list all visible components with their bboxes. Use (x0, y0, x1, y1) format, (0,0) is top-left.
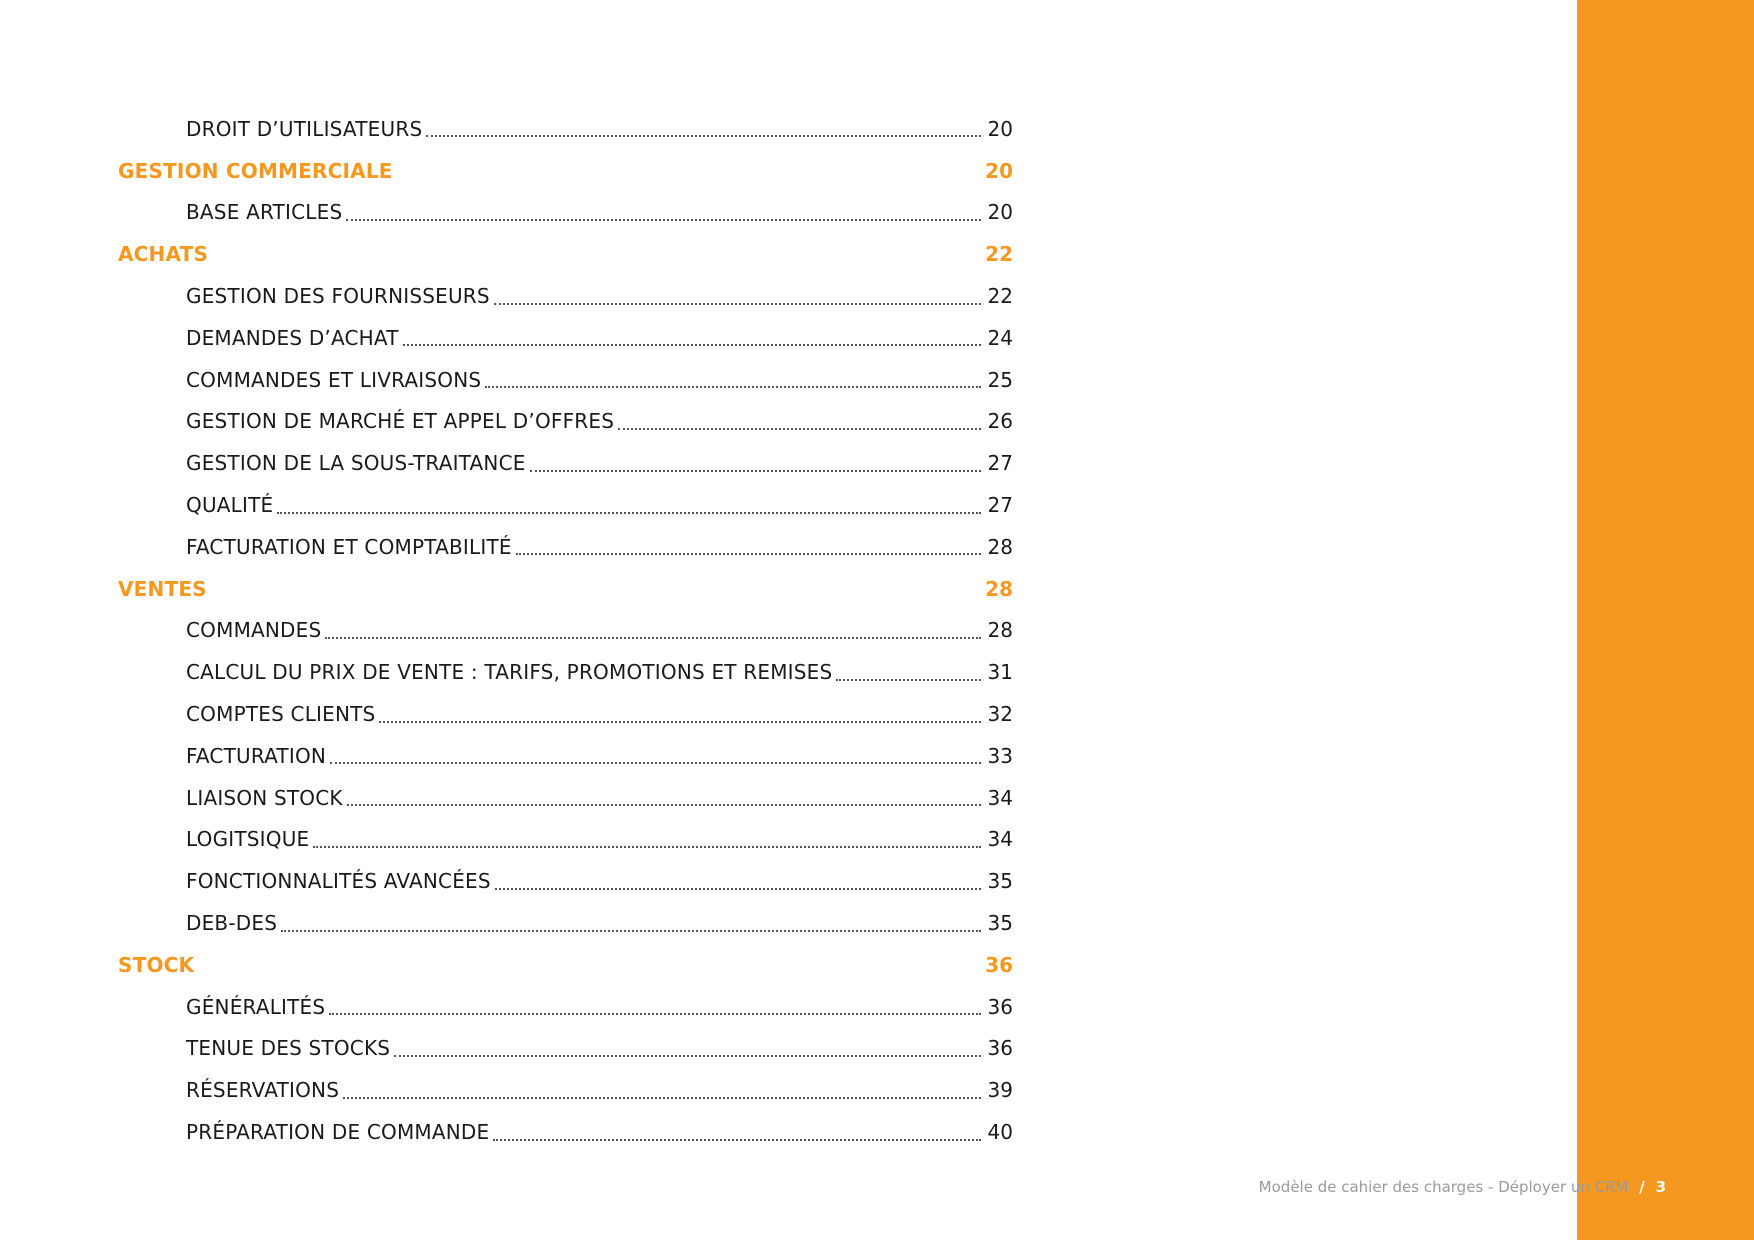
toc-entry[interactable] (118, 735, 1013, 777)
toc-page-number: 28 (987, 618, 1013, 643)
toc-page-number: 36 (987, 994, 1013, 1019)
toc-page-number: 20 (987, 200, 1013, 225)
toc-entry[interactable] (118, 777, 1013, 819)
toc-entry-title: DEB-DES (186, 911, 278, 936)
toc-dot-leader (618, 427, 981, 430)
toc-entry-title: PRÉPARATION DE COMMANDE (186, 1120, 490, 1145)
toc-entry[interactable] (118, 484, 1013, 526)
toc-dot-leader (277, 511, 981, 514)
toc-entry-title: GESTION DE MARCHÉ ET APPEL D’OFFRES (186, 409, 615, 434)
toc-page-number: 27 (987, 493, 1013, 518)
toc-dot-leader (281, 929, 981, 932)
toc-dot-leader (495, 887, 981, 890)
toc-entry[interactable] (118, 860, 1013, 902)
toc-page-number: 20 (985, 158, 1013, 183)
toc-entry[interactable] (118, 819, 1013, 861)
orange-side-band (1577, 0, 1754, 1240)
toc-entry-title: BASE ARTICLES (186, 200, 343, 225)
toc-entry-title: DEMANDES D’ACHAT (186, 325, 399, 350)
toc-section-title: STOCK (118, 952, 195, 977)
toc-page-number: 39 (987, 1078, 1013, 1103)
toc-section[interactable] (118, 944, 1013, 986)
toc-dot-leader (330, 761, 981, 764)
toc-page-number: 34 (987, 827, 1013, 852)
toc-entry[interactable] (118, 442, 1013, 484)
toc-page-number: 27 (987, 451, 1013, 476)
footer-separator: / (1639, 1178, 1645, 1196)
toc-dot-leader (346, 218, 981, 221)
toc-dot-leader (329, 1012, 981, 1015)
toc-entry[interactable] (118, 986, 1013, 1028)
page-footer (1259, 1178, 1666, 1196)
toc-entry[interactable] (118, 1028, 1013, 1070)
toc-page-number: 34 (987, 785, 1013, 810)
toc-entry[interactable] (118, 108, 1013, 150)
toc-entry[interactable] (118, 902, 1013, 944)
toc-dot-leader (493, 1138, 981, 1141)
toc-page-number: 28 (985, 576, 1013, 601)
toc-entry-title: LOGITSIQUE (186, 827, 310, 852)
toc-page-number: 32 (987, 702, 1013, 727)
toc-entry[interactable] (118, 359, 1013, 401)
toc-dot-leader (313, 845, 981, 848)
toc-page-number: 26 (987, 409, 1013, 434)
toc-dot-leader (394, 1054, 981, 1057)
toc-dot-leader (347, 803, 981, 806)
toc-entry[interactable] (118, 192, 1013, 234)
toc-section[interactable] (118, 568, 1013, 610)
toc-entry-title: COMMANDES (186, 618, 322, 643)
toc-page-number: 36 (987, 1036, 1013, 1061)
toc-page-number: 24 (987, 325, 1013, 350)
toc-entry-title: TENUE DES STOCKS (186, 1036, 391, 1061)
toc-section[interactable] (118, 233, 1013, 275)
toc-entry-title: FONCTIONNALITÉS AVANCÉES (186, 869, 491, 894)
toc-page-number: 22 (987, 284, 1013, 309)
toc-entry[interactable] (118, 1111, 1013, 1153)
toc-page-number: 25 (987, 367, 1013, 392)
toc-entry[interactable] (118, 526, 1013, 568)
toc-entry-title: GESTION DES FOURNISSEURS (186, 284, 490, 309)
toc-dot-leader (516, 552, 981, 555)
toc-entry-title: GESTION DE LA SOUS-TRAITANCE (186, 451, 526, 476)
toc-page-number: 36 (985, 952, 1013, 977)
toc-section[interactable] (118, 150, 1013, 192)
toc-page-number: 20 (987, 116, 1013, 141)
toc-entry[interactable] (118, 401, 1013, 443)
toc-entry-title: DROIT D’UTILISATEURS (186, 116, 423, 141)
toc-dot-leader (494, 302, 981, 305)
toc-section-title: VENTES (118, 576, 207, 601)
toc-entry[interactable] (118, 651, 1013, 693)
toc-page-number: 35 (987, 869, 1013, 894)
toc-dot-leader (343, 1096, 981, 1099)
toc-entry[interactable] (118, 1069, 1013, 1111)
toc-page-number: 33 (987, 743, 1013, 768)
toc-page-number: 28 (987, 534, 1013, 559)
toc-entry-title: QUALITÉ (186, 493, 274, 518)
toc-dot-leader (403, 343, 981, 346)
toc-page-number: 22 (985, 242, 1013, 267)
footer-page-number: 3 (1655, 1178, 1666, 1196)
toc-entry[interactable] (118, 610, 1013, 652)
toc-entry[interactable] (118, 317, 1013, 359)
toc-dot-leader (379, 720, 981, 723)
toc-entry[interactable] (118, 693, 1013, 735)
toc-entry-title: COMMANDES ET LIVRAISONS (186, 367, 482, 392)
toc-entry-title: RÉSERVATIONS (186, 1078, 340, 1103)
footer-title: Modèle de cahier des charges - Déployer un CRM (1258, 1178, 1629, 1196)
toc-section-title: GESTION COMMERCIALE (118, 158, 393, 183)
toc-entry-title: COMPTES CLIENTS (186, 702, 376, 727)
toc-entry-title: CALCUL DU PRIX DE VENTE : TARIFS, PROMOTIONS ET REMISES (186, 660, 833, 685)
toc-entry-title: FACTURATION (186, 743, 327, 768)
toc-dot-leader (426, 134, 981, 137)
table-of-contents (118, 108, 1013, 1153)
toc-entry-title: FACTURATION ET COMPTABILITÉ (186, 534, 512, 559)
toc-page-number: 31 (987, 660, 1013, 685)
toc-dot-leader (485, 385, 981, 388)
toc-page-number: 40 (987, 1120, 1013, 1145)
toc-entry-title: LIAISON STOCK (186, 785, 343, 810)
toc-section-title: ACHATS (118, 242, 209, 267)
toc-page-number: 35 (987, 911, 1013, 936)
toc-dot-leader (836, 678, 981, 681)
toc-entry[interactable] (118, 275, 1013, 317)
toc-dot-leader (325, 636, 981, 639)
toc-dot-leader (530, 469, 981, 472)
toc-entry-title: GÉNÉRALITÉS (186, 994, 326, 1019)
